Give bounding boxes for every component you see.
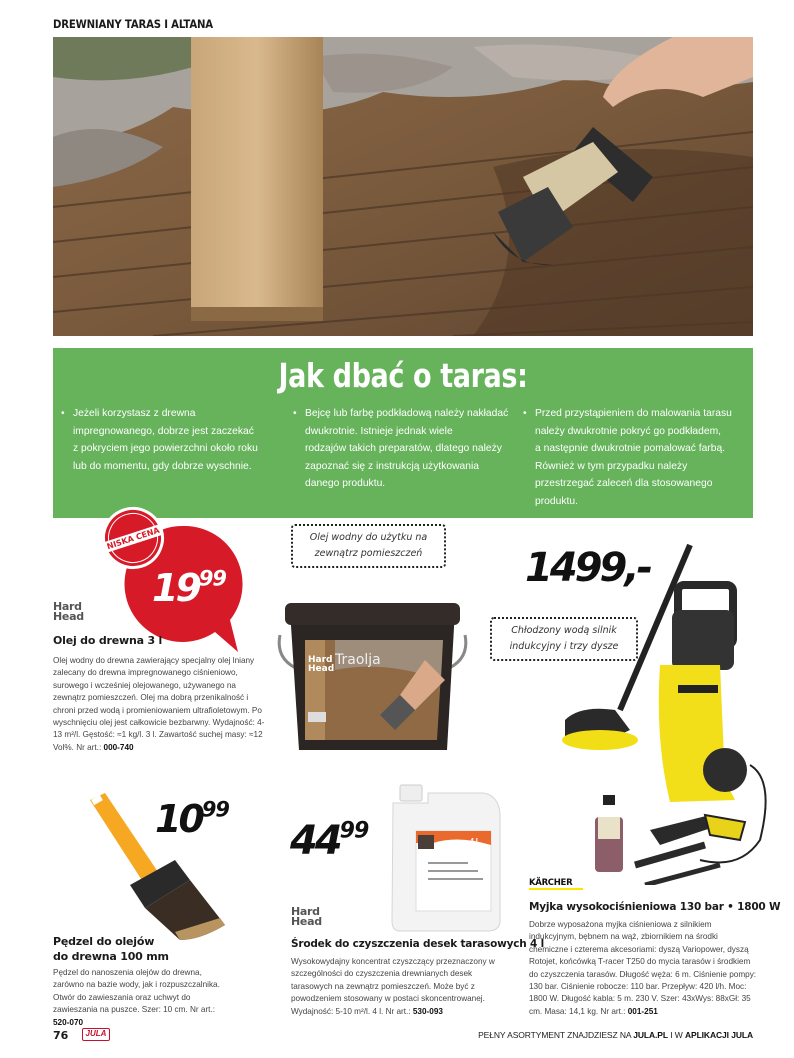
- tip-line: produktu.: [535, 495, 578, 507]
- hardhead-logo: Hard Head: [291, 905, 322, 928]
- brush-price: $10^{99}$: [155, 797, 229, 841]
- tip-line: lub do momentu, gdy dobrze wyschnie.: [73, 460, 252, 472]
- oil-callout-bubble: Olej wodny do użytku na zewnątrz pomieszczeń: [291, 524, 446, 568]
- jula-logo: JULA: [82, 1028, 110, 1041]
- deck-photo-illustration: [53, 37, 753, 336]
- tip-line: przestrzegać zaleceń dla stosowanego: [535, 478, 713, 490]
- cleaner-product-name: Środek do czyszczenia desek tarasowych 4 l: [291, 938, 544, 950]
- article-number: 520-070: [53, 1017, 84, 1027]
- badge-label: NISKA CENA: [103, 524, 162, 553]
- cleaner-price: $44^{99}$: [290, 818, 369, 864]
- oil-product-description: Olej wodny do drewna zawierający specjalny olej lniany zalecany do drewna impregnowanego ciśnieniowo, surowego i wcześniej olejowanego, używanego na zewnątrz pomieszczeń. Olej ma dobrą przenikalność i chroni przed wodą i promieniowaniem ultrafioletowym. Po wyschnięciu olej jest całkowicie bezbarwny. Wydajność: 4-13 m²/l. Gęstość: ≈1 kg/l. 3 l. Zawartość suchej masy: ≈12 Vol%. Nr art.: 000-740: [53, 656, 265, 752]
- tip-line: impregnowanego, dobrze jest zaczekać: [73, 425, 254, 437]
- page-number: 76: [53, 1029, 69, 1042]
- section-title: DREWNIANY TARAS I ALTANA: [53, 17, 213, 31]
- tip-line: • Przed przystąpieniem do malowania tarasu: [535, 408, 732, 419]
- jula-website-link[interactable]: JULA.PL: [633, 1030, 668, 1040]
- footer-assortment-note: PEŁNY ASORTYMENT ZNAJDZIESZ NA JULA.PL I W APLIKACJI JULA: [478, 1030, 753, 1040]
- oil-bucket-image: [275, 600, 470, 752]
- can-label: Traolja: [335, 652, 381, 668]
- oil-product-name: Olej do drewna 3 l: [53, 634, 163, 647]
- article-number: 001-251: [627, 1006, 658, 1016]
- tip-line: rodzajów takich preparatów, dlatego należy: [305, 443, 502, 455]
- tip-line: dwukrotnie. Istnieje jednak wiele: [305, 425, 453, 437]
- jula-app-link[interactable]: APLIKACJI JULA: [684, 1030, 753, 1040]
- svg-text:4 L: 4 L: [470, 838, 481, 845]
- cleaner-canister-image: [388, 783, 506, 933]
- karcher-detergent-bottle: [595, 795, 623, 860]
- tips-title: Jak dbać o taras:: [278, 356, 528, 395]
- cleaner-product-description: Wysokowydajny koncentrat czyszczący przeznaczony w szczególności do czyszczenia drewnianych desek tarasowych na zewnątrz pomieszczeń. Może być z powodzeniem stosowany w postaci skoncentrowanej. Wydajność: 5-10 m²/l. 4 l. Nr art.: 530-093: [291, 957, 495, 1016]
- article-number: 530-093: [412, 1006, 443, 1016]
- tip-1: [61, 405, 291, 475]
- washer-price: 1499,-: [525, 545, 651, 591]
- washer-callout-bubble: Chłodzony wodą silnik indukcyjny i trzy dysze: [490, 617, 638, 661]
- price-main: 19: [152, 566, 199, 610]
- svg-text:Head: Head: [308, 664, 335, 674]
- oil-price: [152, 566, 226, 610]
- tip-line: należy dwukrotnie pokryć go podkładem,: [535, 425, 722, 437]
- tip-line: Również w tym przypadku należy: [535, 460, 688, 472]
- hero-image-deck-painting: [53, 37, 753, 336]
- terrace-care-tips-panel: [53, 348, 753, 518]
- tip-line: z pokryciem jego powierzchni około roku: [73, 443, 258, 455]
- article-number: 000-740: [103, 742, 134, 752]
- tip-line: danego produktu.: [305, 478, 386, 490]
- tip-line: zapoznać się z instrukcją użytkowania: [305, 460, 479, 472]
- brush-product-description: Pędzel do nanoszenia olejów do drewna, zarówno na bazie wody, jak i rozpuszczalnika. Otwór do zawieszania oraz uchwyt do zawieszania na puszce. Szer: 10 cm. Nr art.: 520-070: [53, 968, 220, 1027]
- washer-product-description: Dobrze wyposażona myjka ciśnieniowa z silnikiem indukcyjnym, bębnem na wąż, zbiornikiem na środki chemiczne i czterema akcesoriami: dyszą Variopower, dyszą Rotojet, końcówką T-racer T250 do mycia tarasów i środkiem do czyszczenia tarasów. Długość węża: 6 m. Ciśnienie pompy: 130 bar. Ciśnienie robocze: 110 bar. Przepływ: 420 l/h. Moc: 1800 W. Długość kabla: 5 m. 230 V. Szer: 43xWys: 88xGł: 35 cm. Masa: 14,1 kg. Nr art.: 001-251: [529, 920, 757, 1016]
- tip-line: a następnie dwukrotnie pomalować farbą.: [535, 443, 726, 455]
- hardhead-logo: Hard Head: [53, 600, 84, 623]
- brush-product-name: Pędzel do olejów do drewna 100 mm: [53, 935, 169, 963]
- karcher-logo: KÄRCHER: [529, 878, 583, 890]
- pressure-washer-image: [560, 540, 780, 885]
- washer-product-name: Myjka wysokociśnieniowa 130 bar • 1800 W: [529, 901, 781, 913]
- tip-line: • Jeżeli korzystasz z drewna: [73, 408, 196, 419]
- price-cents: 99: [198, 566, 226, 591]
- tip-3: [523, 405, 753, 511]
- tip-2: [293, 405, 528, 493]
- tip-line: • Bejcę lub farbę podkładową należy nakładać: [305, 408, 509, 419]
- svg-text:Hard: Hard: [308, 655, 333, 665]
